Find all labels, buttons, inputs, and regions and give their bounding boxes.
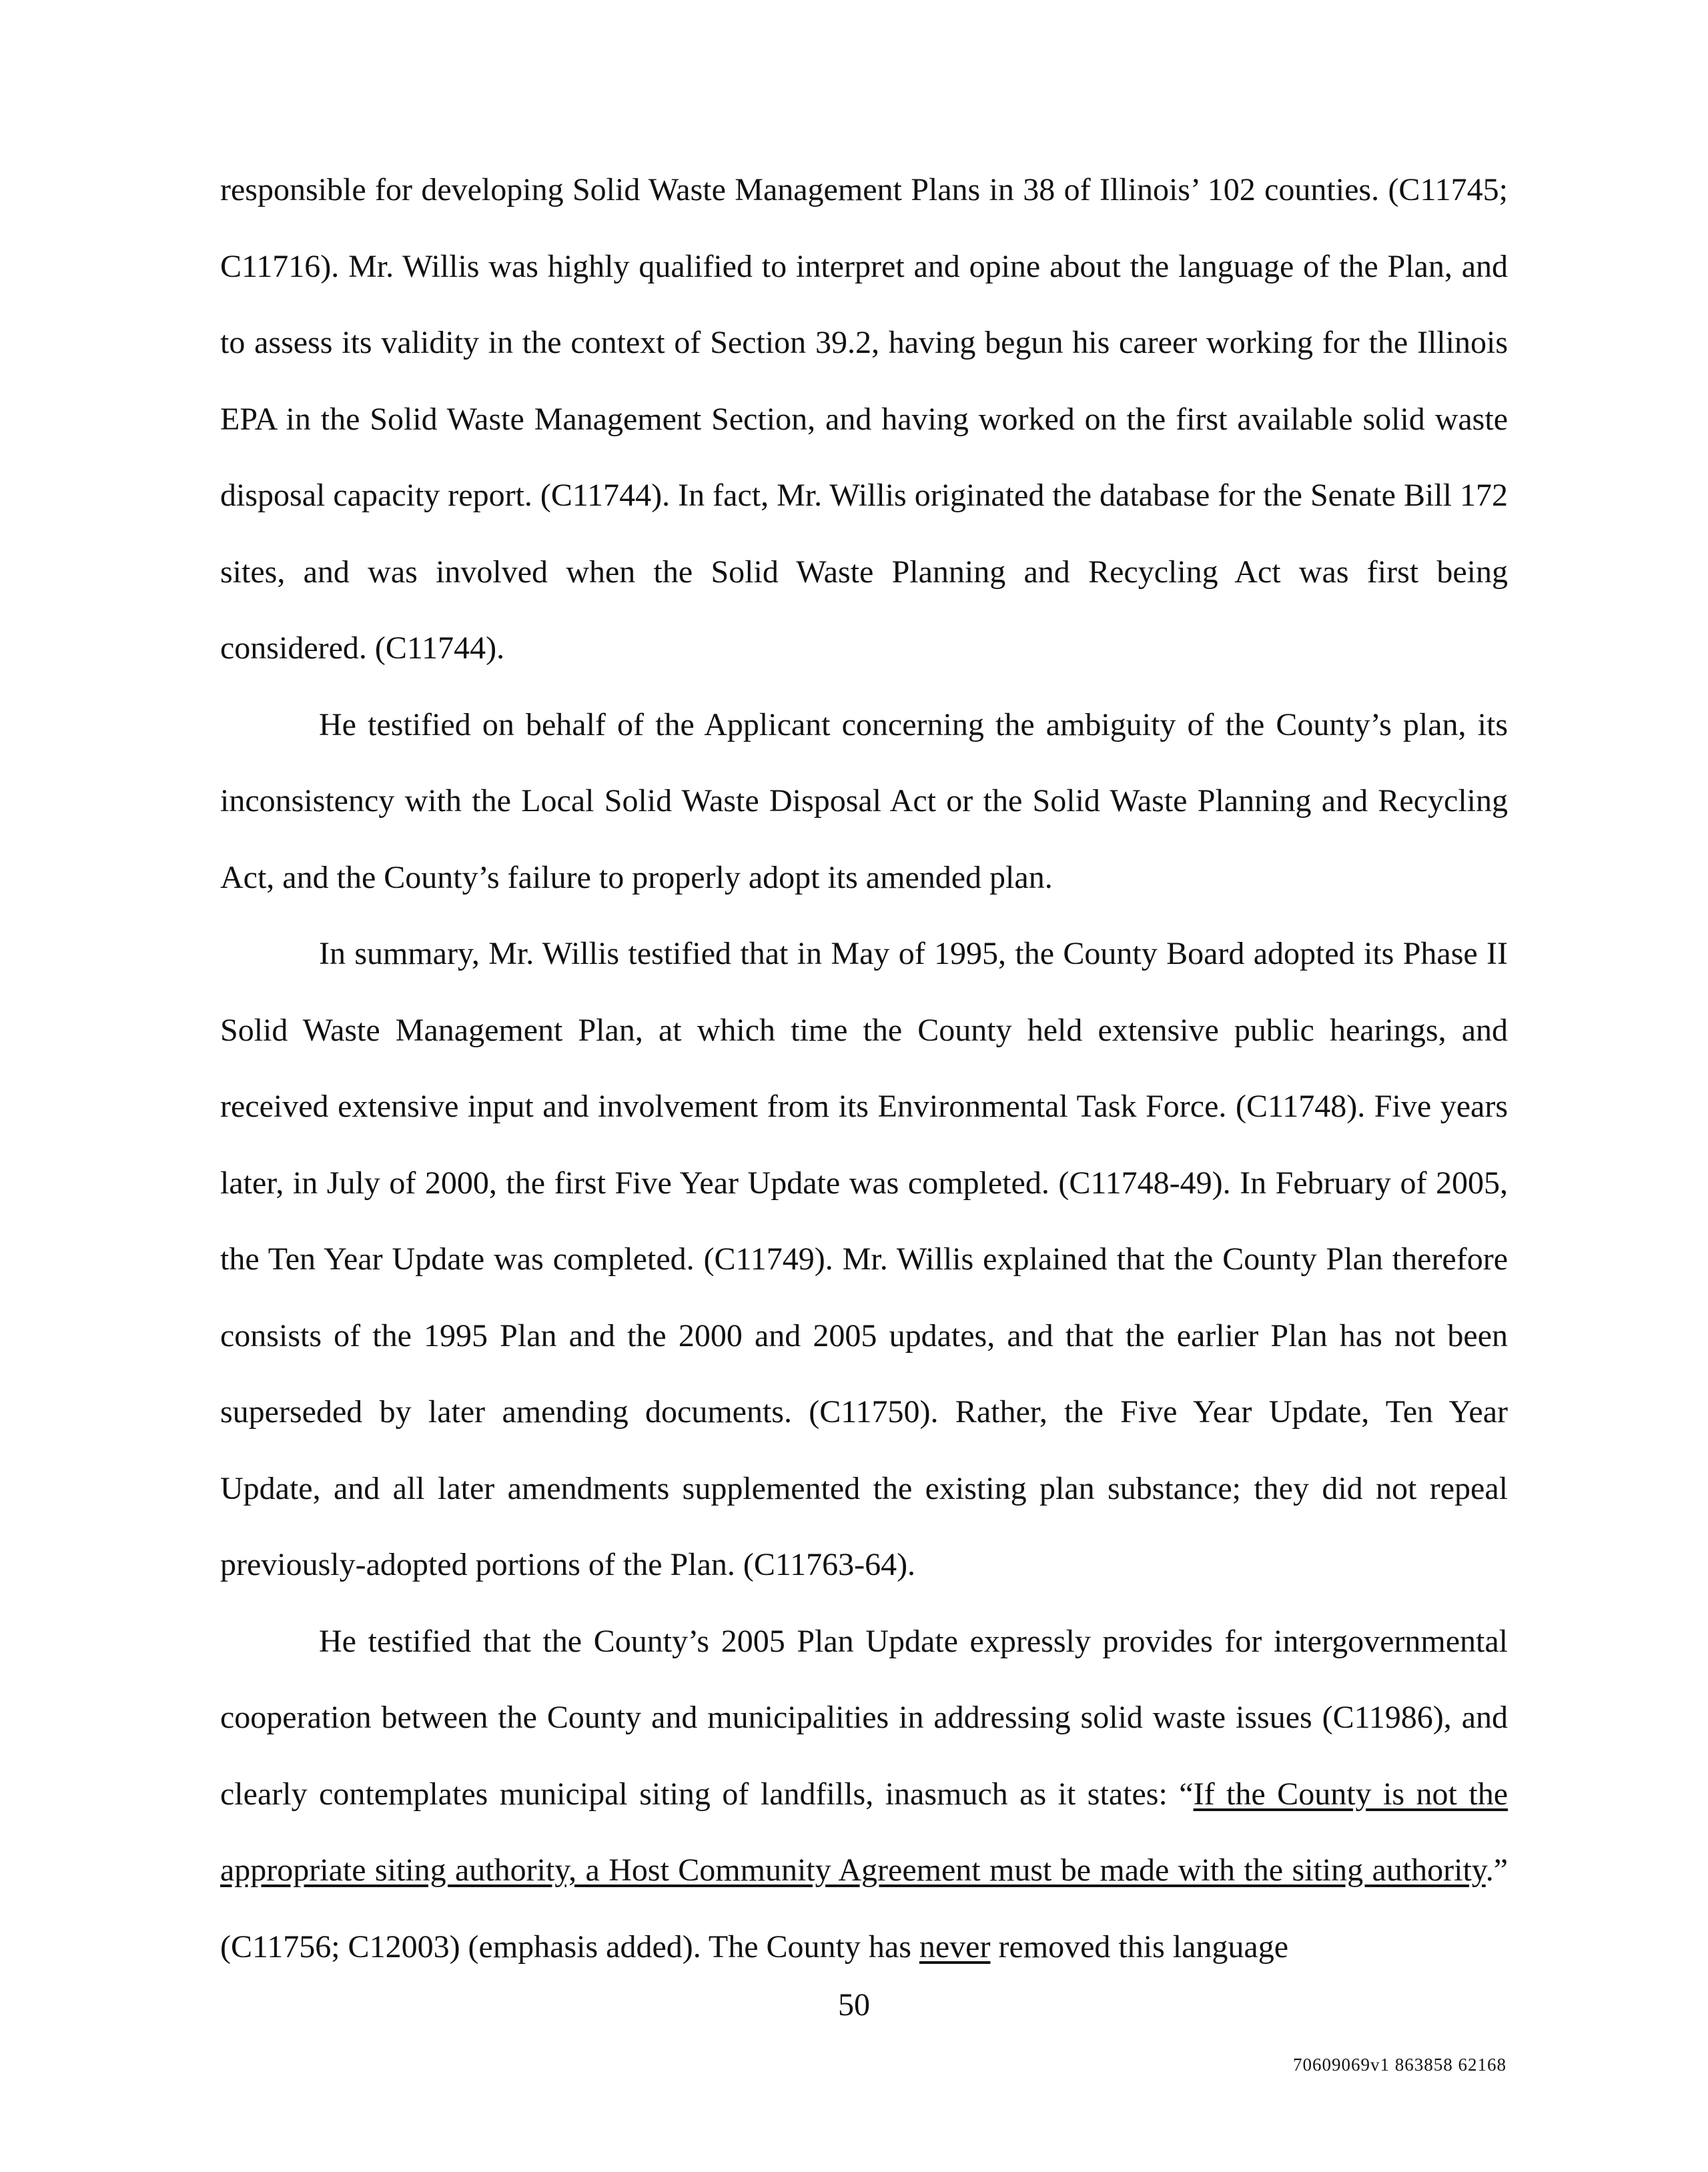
paragraph-2 bbox=[220, 687, 1508, 917]
paragraph-3 bbox=[220, 916, 1508, 1604]
paragraph-4-text-c: removed this language bbox=[990, 1929, 1288, 1965]
underlined-emphasis: never bbox=[919, 1929, 991, 1965]
body-text bbox=[220, 152, 1508, 1985]
document-id: 70609069v1 863858 62168 bbox=[1293, 2055, 1507, 2075]
paragraph-3-text: In summary, Mr. Willis testified that in May of 1995, the County Board adopted its Phase II Solid Waste Management Plan, at which time the County held extensive public hearings, and received extensive input and involvement from its Environmental Task Force. (C11748). Five years later, in July of 2000, the first Five Year Update was completed. (C11748-49). In February of 2005, the Ten Year Update was completed. (C11749). Mr. Willis explained that the County Plan therefore consists of the 1995 Plan and the 2000 and 2005 updates, and that the earlier Plan has not been superseded by later amending documents. (C11750). Rather, the Five Year Update, Ten Year Update, and all later amendments supplemented the existing plan substance; they did not repeal previously-adopted portions of the Plan. (C11763-64). bbox=[220, 936, 1508, 1582]
paragraph-4-text-b: .” (C11756; C12003) (emphasis added). The County has bbox=[220, 1852, 1508, 1965]
underlined-quote: If the County is not the appropriate siting authority, a Host Community Agreement must be made with the siting authority bbox=[220, 1776, 1508, 1888]
paragraph-4-text-a: He testified that the County’s 2005 Plan Update expressly provides for intergovernmental cooperation between the County and municipalities in addressing solid waste issues (C11986), and clearly contemplates municipal siting of landfills, inasmuch as it states: “ bbox=[220, 1623, 1508, 1812]
paragraph-1-text: responsible for developing Solid Waste Management Plans in 38 of Illinois’ 102 counties. (C11745; C11716). Mr. Willis was highly qualified to interpret and opine about the language of the Plan, and to assess its validity in the context of Section 39.2, having begun his career working for the Illinois EPA in the Solid Waste Management Section, and having worked on the first available solid waste disposal capacity report. (C11744). In fact, Mr. Willis originated the database for the Senate Bill 172 sites, and was involved when the Solid Waste Planning and Recycling Act was first being considered. (C11744). bbox=[220, 172, 1508, 666]
paragraph-1 bbox=[220, 152, 1508, 687]
page-number: 50 bbox=[838, 1987, 870, 2023]
paragraph-2-text: He testified on behalf of the Applicant concerning the ambiguity of the County’s plan, its inconsistency with the Local Solid Waste Disposal Act or the Solid Waste Planning and Recycling Act, and the County’s failure to properly adopt its amended plan. bbox=[220, 706, 1508, 895]
paragraph-4 bbox=[220, 1604, 1508, 1986]
